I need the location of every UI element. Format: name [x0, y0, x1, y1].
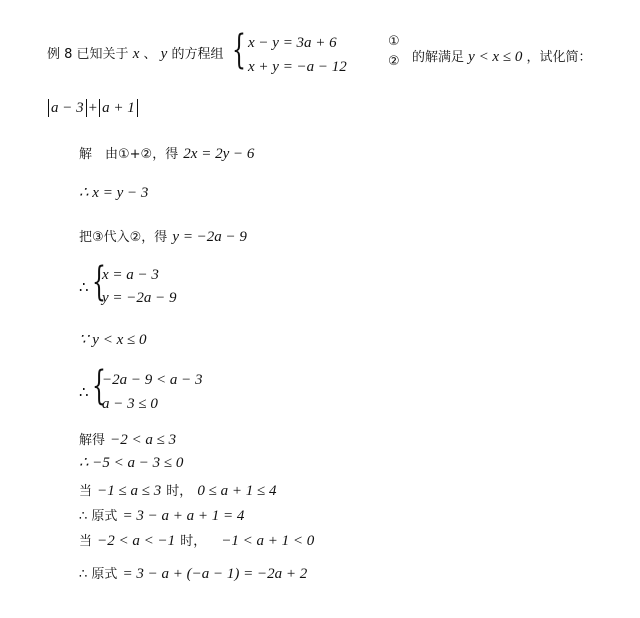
ineq-1: −2a − 9 < a − 3 — [102, 372, 203, 388]
therefore-2: ∴ — [79, 385, 89, 401]
problem-intro: 例 8 已知关于 x 、 y 的方程组 — [47, 46, 224, 62]
therefore-1: ∴ — [79, 280, 89, 296]
solution-step2: ∴ x = y − 3 — [79, 185, 149, 201]
solution-step3: 把③代入②，得 y = −2a − 9 — [79, 229, 247, 245]
solution-step1: 解 由①+②，得 2x = 2y − 6 — [79, 146, 255, 162]
solution-step12: ∴ 原式 = 3 − a + (−a − 1) = −2a + 2 — [79, 566, 308, 582]
solution-step8: ∴ −5 < a − 3 ≤ 0 — [79, 455, 184, 471]
solution-step11: 当 −2 < a < −1 时， −1 < a + 1 < 0 — [79, 533, 315, 549]
solution-step5: ∵ y < x ≤ 0 — [79, 332, 147, 348]
ineq-brace: { — [92, 363, 106, 409]
condition-text: 的解满足 y < x ≤ 0 ，试化简： — [412, 49, 592, 65]
result-y: y = −2a − 9 — [102, 290, 177, 306]
result-x: x = a − 3 — [102, 267, 159, 283]
mark-2: ② — [388, 54, 400, 69]
mark-1: ① — [388, 34, 400, 49]
solution-step9: 当 −1 ≤ a ≤ 3 时， 0 ≤ a + 1 ≤ 4 — [79, 483, 277, 499]
system-eq2: x + y = −a − 12 — [248, 59, 347, 75]
solution-step7: 解得 −2 < a ≤ 3 — [79, 432, 177, 448]
target-expression: a − 3 + a + 1 — [48, 99, 138, 117]
system-eq1: x − y = 3a + 6 — [248, 35, 337, 51]
result-brace: { — [92, 259, 106, 305]
solution-step10: ∴ 原式 = 3 − a + a + 1 = 4 — [79, 508, 245, 524]
ineq-2: a − 3 ≤ 0 — [102, 396, 158, 412]
system-brace: { — [232, 27, 246, 73]
